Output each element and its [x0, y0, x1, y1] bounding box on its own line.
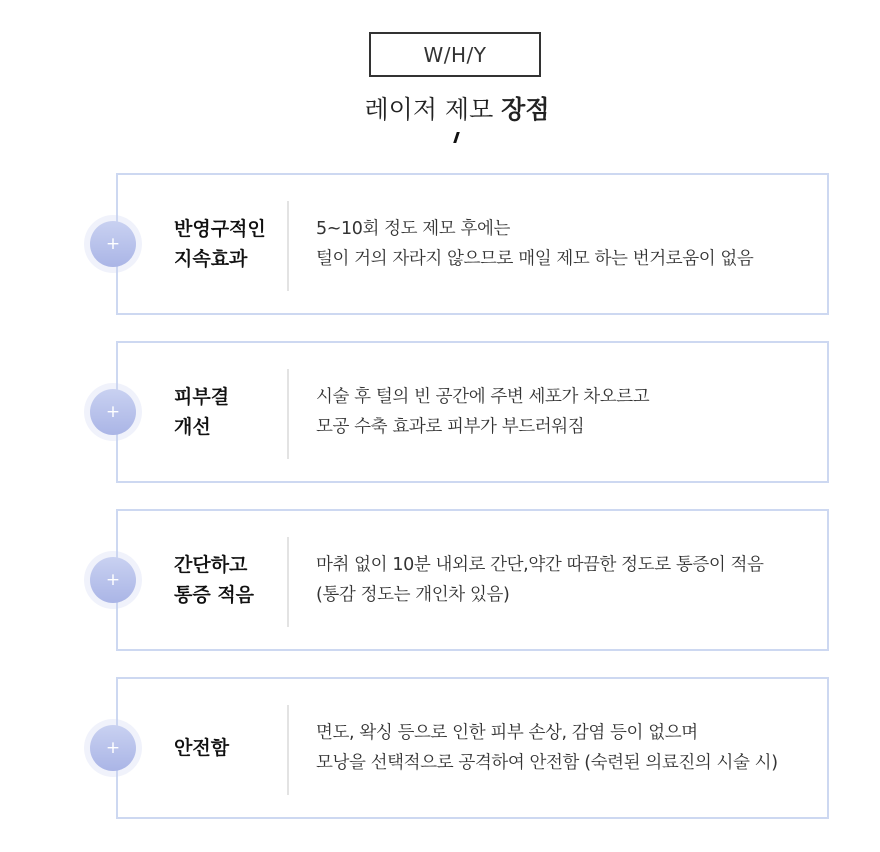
card-divider — [287, 537, 289, 627]
benefit-title-line: 피부결 — [174, 386, 230, 408]
benefit-description-line: 마취 없이 10분 내외로 간단,약간 따끔한 정도로 통증이 적음 — [316, 555, 764, 575]
plus-icon: + — [90, 557, 136, 603]
accent-tick-mark — [453, 132, 460, 143]
plus-icon: + — [90, 221, 136, 267]
plus-icon: + — [90, 725, 136, 771]
benefit-title — [174, 511, 294, 649]
benefit-title — [174, 679, 294, 817]
benefit-card-4 — [116, 677, 829, 819]
section-heading — [0, 90, 880, 126]
card-divider — [287, 369, 289, 459]
benefit-card-2 — [116, 341, 829, 483]
why-badge-label: W/H/Y — [423, 42, 487, 67]
plus-icon: + — [90, 389, 136, 435]
benefit-title-line: 개선 — [174, 416, 211, 438]
benefit-description-line: 면도, 왁싱 등으로 인한 피부 손상, 감염 등이 없으며 — [316, 723, 698, 743]
benefit-description-line: 털이 거의 자라지 않으므로 매일 제모 하는 번거로움이 없음 — [316, 249, 754, 269]
benefit-description-line: (통감 정도는 개인차 있음) — [316, 585, 510, 605]
card-divider — [287, 705, 289, 795]
benefit-title-line: 간단하고 — [174, 554, 248, 576]
benefit-description — [316, 343, 821, 481]
card-divider — [287, 201, 289, 291]
benefit-description-line: 시술 후 털의 빈 공간에 주변 세포가 차오르고 — [316, 387, 650, 407]
benefit-title-line: 지속효과 — [174, 248, 248, 270]
benefit-icon-halo — [84, 383, 142, 441]
benefit-description — [316, 511, 821, 649]
benefit-description-line: 5~10회 정도 제모 후에는 — [316, 219, 510, 239]
heading-text: 레이저 제모 — [364, 95, 502, 124]
benefit-description — [316, 175, 821, 313]
benefit-icon-halo — [84, 551, 142, 609]
why-badge — [369, 32, 541, 77]
benefit-title-line: 통증 적음 — [174, 584, 255, 606]
benefit-icon-halo — [84, 215, 142, 273]
benefit-title-line: 반영구적인 — [174, 218, 266, 240]
benefit-card-1 — [116, 173, 829, 315]
benefit-title — [174, 175, 294, 313]
benefit-description-line: 모낭을 선택적으로 공격하여 안전함 (숙련된 의료진의 시술 시) — [316, 753, 778, 773]
benefit-description — [316, 679, 821, 817]
benefit-title — [174, 343, 294, 481]
benefit-description-line: 모공 수축 효과로 피부가 부드러워짐 — [316, 417, 585, 437]
benefit-title-line: 안전함 — [174, 737, 230, 759]
heading-emphasis: 장점 — [501, 95, 550, 124]
benefit-icon-halo — [84, 719, 142, 777]
benefit-card-3 — [116, 509, 829, 651]
